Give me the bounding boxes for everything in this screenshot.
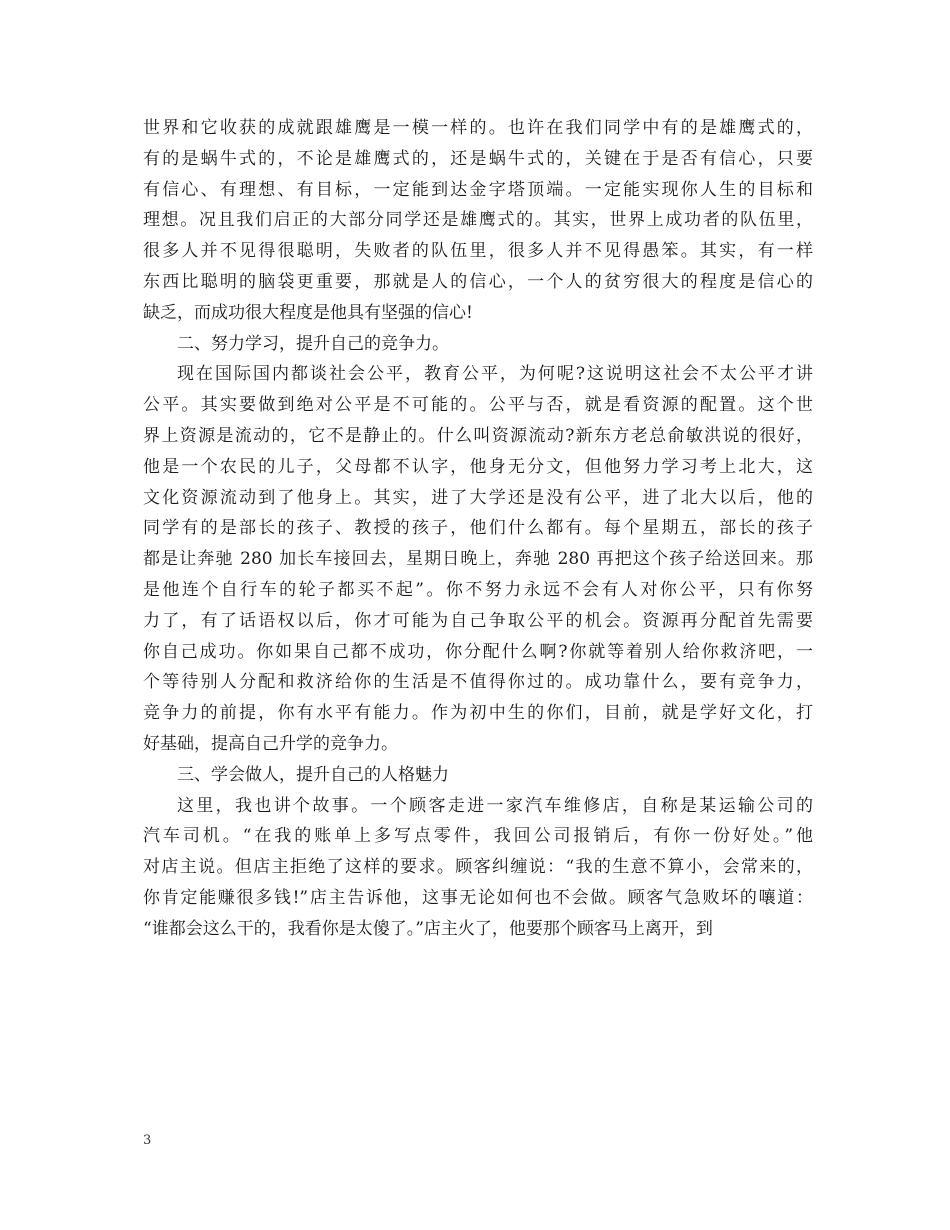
text-line: 这里，我也讲个故事。一个顾客走进一家汽车维修店，自称是某运输公司的: [177, 795, 813, 816]
document-body: [143, 113, 813, 945]
text-line: 对店主说。但店主拒绝了这样的要求。顾客纠缠说：“我的生意不算小，会常来的，: [143, 857, 813, 878]
text-line: 缺乏，而成功很大程度是他具有坚强的信心!: [143, 302, 473, 323]
paragraph-p4: [143, 760, 813, 791]
text-line: 有信心、有理想、有目标，一定能到达金字塔顶端。一定能实现你人生的目标和: [143, 179, 813, 200]
text-line: 他是一个农民的儿子，父母都不认字，他身无分文，但他努力学习考上北大，这: [143, 456, 813, 477]
text-line: 文化资源流动到了他身上。其实，进了大学还是没有公平，进了北大以后，他的: [143, 487, 813, 508]
text-line: 你肯定能赚很多钱!”店主告诉他，这事无论如何也不会做。顾客气急败坏的嚷道：: [143, 887, 813, 908]
page-number: 3: [143, 1133, 152, 1148]
paragraph-p5: [143, 791, 813, 945]
text-line: 有的是蜗牛式的，不论是雄鹰式的，还是蜗牛式的，关键在于是否有信心，只要: [143, 148, 813, 169]
text-line: 三、学会做人，提升自己的人格魅力: [177, 764, 449, 785]
text-line: 是他连个自行车的轮子都买不起”。你不努力永远不会有人对你公平，只有你努: [143, 579, 813, 600]
text-line: 汽车司机。“在我的账单上多写点零件，我回公司报销后，有你一份好处。”他: [143, 826, 813, 847]
text-line: 公平。其实要做到绝对公平是不可能的。公平与否，就是看资源的配置。这个世: [143, 395, 813, 416]
text-line: 东西比聪明的脑袋更重要，那就是人的信心，一个人的贫穷很大的程度是信心的: [143, 271, 813, 292]
text-line: 很多人并不见得很聪明，失败者的队伍里，很多人并不见得愚笨。其实，有一样: [143, 241, 813, 262]
paragraph-p3: [143, 359, 813, 759]
paragraph-p1: [143, 113, 813, 329]
text-line: 界上资源是流动的，它不是静止的。什么叫资源流动?新东方老总俞敏洪说的很好，: [143, 425, 813, 446]
text-line: 好基础，提高自己升学的竞争力。: [143, 733, 398, 754]
text-line: 个等待别人分配和救济给你的生活是不值得你过的。成功靠什么，要有竞争力，: [143, 672, 813, 693]
text-line: 你自己成功。你如果自己都不成功，你分配什么啊?你就等着别人给你救济吧，一: [143, 641, 813, 662]
text-line: 同学有的是部长的孩子、教授的孩子，他们什么都有。每个星期五，部长的孩子: [143, 518, 813, 539]
text-line: 竞争力的前提，你有水平有能力。作为初中生的你们，目前，就是学好文化，打: [143, 703, 813, 724]
paragraph-p2: [143, 329, 813, 360]
text-line: 理想。况且我们启正的大部分同学还是雄鹰式的。其实，世界上成功者的队伍里，: [143, 210, 813, 231]
text-line: 二、努力学习，提升自己的竞争力。: [177, 333, 449, 354]
text-line: 力了，有了话语权以后，你才可能为自己争取公平的机会。资源再分配首先需要: [143, 610, 813, 631]
text-line: 世界和它收获的成就跟雄鹰是一模一样的。也许在我们同学中有的是雄鹰式的，: [143, 118, 813, 138]
text-line: 都是让奔驰 280 加长车接回去，星期日晚上，奔驰 280 再把这个孩子给送回来。那: [143, 549, 813, 570]
text-line: “谁都会这么干的，我看你是太傻了。”店主火了，他要那个顾客马上离开，到: [143, 918, 713, 939]
text-line: 现在国际国内都谈社会公平，教育公平，为何呢?这说明这社会不太公平才讲: [177, 364, 813, 385]
